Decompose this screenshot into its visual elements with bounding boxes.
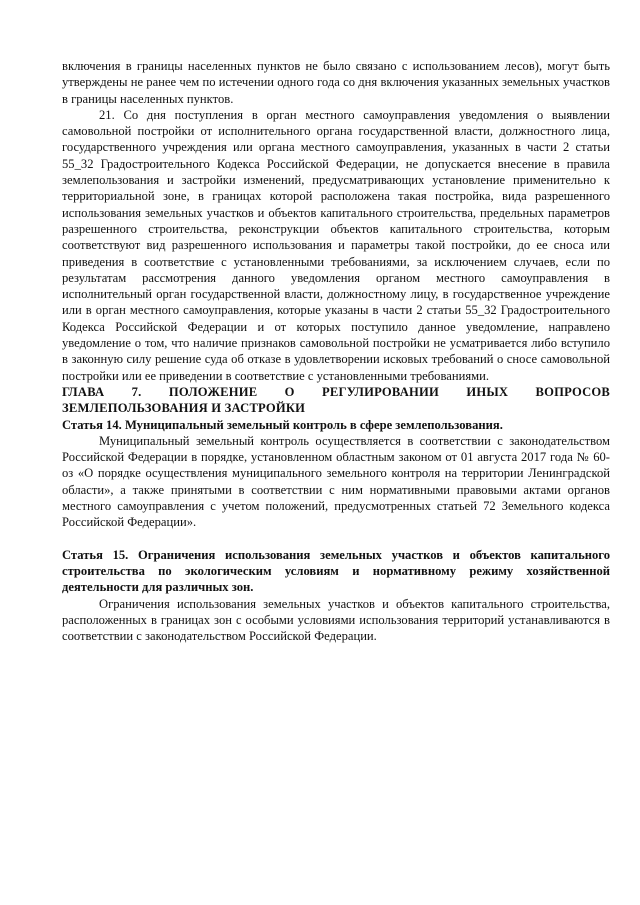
chapter-7-heading: ГЛАВА 7. ПОЛОЖЕНИЕ О РЕГУЛИРОВАНИИ ИНЫХ ВОПРОСОВ ЗЕМЛЕПОЛЬЗОВАНИЯ И ЗАСТРОЙКИ: [62, 384, 610, 416]
article-14-heading: Статья 14. Муниципальный земельный контроль в сфере землепользования.: [62, 417, 503, 432]
document-page: [62, 58, 610, 644]
article-15-heading: Статья 15. Ограничения использования земельных участков и объектов капитального строительства по экологическим условиям и нормативному режиму хозяйственной деятельности для различных зон.: [62, 547, 610, 595]
paragraph-21: 21. Со дня поступления в орган местного самоуправления уведомления о выявлении самовольной постройки от исполнительного органа государственной власти, должностного лица, государственного учреждения или органа местного самоуправления, указанных в части 2 статьи 55_32 Градостроительного Кодекса Российской Федерации, не допускается внесение в правила землепользования и застройки изменений, предусматривающих установление применительно к территориальной зоне, в границах которой расположена такая постройка, вида разрешенного использования земельных участков и объектов капитального строительства, предельных параметров разрешенного строительства, реконструкции объектов капитального строительства, которым соответствуют вид разрешенного использования и параметры такой постройки, до ее сноса или приведения в соответствие с установленными требованиями, за исключением случаев, если по результатам рассмотрения данного уведомления органом местного самоуправления в исполнительный орган государственной власти, должностному лицу, в государственное учреждение или в орган местного самоуправления, которые указаны в части 2 статьи 55_32 Градостроительного Кодекса Российской Федерации и от которых поступило данное уведомление, направлено уведомление о том, что наличие признаков самовольной постройки не усматривается либо вступило в законную силу решение суда об отказе в удовлетворении исковых требований о сносе самовольной постройки или ее приведении в соответствие с установленными требованиями.: [62, 107, 610, 383]
article-15-body: Ограничения использования земельных участков и объектов капитального строительства, расположенных в границах зон с особыми условиями использования территорий устанавливаются в соответствии с законодательством Российской Федерации.: [62, 596, 610, 644]
spacer: [62, 531, 610, 547]
paragraph-continuation: включения в границы населенных пунктов не было связано с использованием лесов), могут быть утверждены не ранее чем по истечении одного года со дня включения указанных земельных участков в границы населенных пунктов.: [62, 59, 610, 106]
article-14-body: Муниципальный земельный контроль осуществляется в соответствии с законодательством Российской Федерации в порядке, установленном областным законом от 01 августа 2017 года № 60-оз «О порядке осуществления муниципального земельного контроля на территории Ленинградской области», а также принятыми в соответствии с ним нормативными правовыми актами органов местного самоуправления с учетом положений, предусмотренных статьей 72 Земельного кодекса Российской Федерации».: [62, 433, 610, 530]
